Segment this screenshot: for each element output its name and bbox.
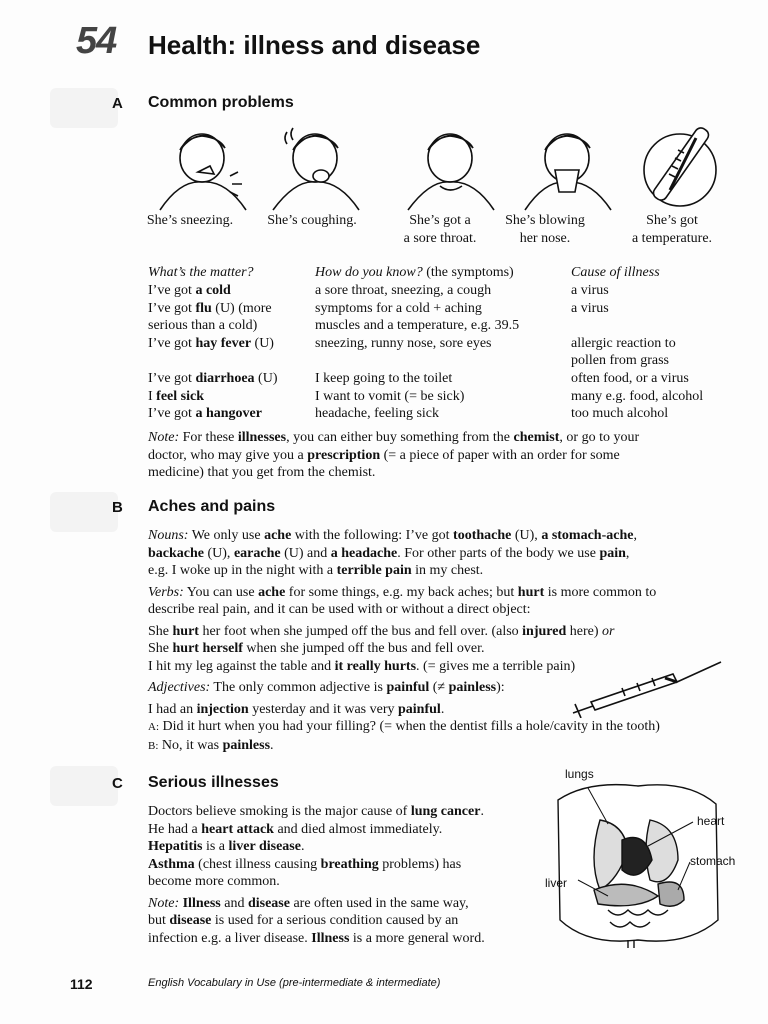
blowing-nose-figure xyxy=(525,134,611,210)
section-c-body: Doctors believe smoking is the major cause of lung cancer. He had a heart attack and died almost immediately. Hepatitis is a liver disease. Asthma (chest illness causing breathing problems) has become more common. Note: Illness and disease are often used in the same way, but disease is used for a serious condition caused by an infection e.g. a liver disease. Illness is a more general word. xyxy=(148,804,485,946)
section-a-note: Note: For these illnesses, you can either buy something from the chemist, or go to your doctor, who may give you a prescription (= a piece of paper with an order for some medicine) that you get from the chemist. xyxy=(148,430,640,480)
section-b-body: Nouns: We only use ache with the following: I’ve got toothache (U), a stomach-ache, backache (U), earache (U) and a headache. For other parts of the body we use pain, e.g. I woke up in the night with a terrible pain in my chest. Verbs: You can use ache for some things, e.g. my back aches; but hurt is more common to describe real pain, and it can be used with or without a direct object: She hurt her foot when she jumped off the bus and fell over. (also injured here) or She hurt herself when she jumped off the bus and fell over. I hit my leg against the table and it really hurts. (= gives me a terrible pain) Adjectives: The only common adjective is painful (≠ painless): I had an injection yesterday and it was very painful. A: Did it hurt when you had your filling? (= when the dentist fills a hole/cavity in the tooth) B: No, it was painless. xyxy=(148,528,660,753)
caption-sneezing: She’s sneezing. xyxy=(146,213,234,228)
page-number: 112 xyxy=(70,976,93,992)
sneezing-figure xyxy=(160,134,246,210)
book-title: English Vocabulary in Use (pre-intermediate & intermediate) xyxy=(148,977,441,989)
col-header-know: How do you know? (the symptoms) xyxy=(315,265,514,280)
section-a-title: Common problems xyxy=(148,94,294,111)
table-row: I feel sick xyxy=(148,388,204,404)
diagram-label-stomach: stomach xyxy=(690,854,736,868)
caption-coughing: She’s coughing. xyxy=(267,213,357,228)
caption-sore-throat: She’s got a a sore throat. xyxy=(403,213,477,246)
col-cause: a virus a virus allergic reaction to pollen from grass often food, or a virus many e.g. food, alcohol too much alcohol xyxy=(571,283,704,422)
table-row xyxy=(148,352,277,370)
section-a-letter: A xyxy=(112,95,123,112)
thermometer-icon xyxy=(644,126,716,206)
caption-temperature: She’s got a temperature. xyxy=(631,213,713,246)
diagram-label-heart: heart xyxy=(697,814,725,828)
table-row: serious than a cold) xyxy=(148,318,258,334)
section-c-shade xyxy=(50,766,118,806)
syringe-icon xyxy=(565,658,725,718)
table-row: I’ve got a cold xyxy=(148,283,231,298)
table-row: I’ve got flu (U) (more xyxy=(148,300,272,316)
coughing-figure xyxy=(273,128,359,210)
table-row: I’ve got hay fever (U) xyxy=(148,335,274,351)
table-row: I’ve got a hangover xyxy=(148,406,262,422)
sore-throat-figure xyxy=(408,134,494,210)
col-header-matter: What’s the matter? xyxy=(148,265,254,280)
section-b-title: Aches and pains xyxy=(148,498,276,515)
col-header-cause: Cause of illness xyxy=(571,265,660,280)
col-symptoms: a sore throat, sneezing, a cough symptoms for a cold + aching muscles and a temperature, e.g. 39.5 sneezing, runny nose, sore eyes I keep going to the toilet I want to vomit (= be sick) headache, feeling sick xyxy=(315,283,520,422)
illustrations xyxy=(150,120,730,215)
section-a-shade xyxy=(50,88,118,128)
caption-blowing-nose: She’s blowing her nose. xyxy=(505,213,585,246)
diagram-label-liver: liver xyxy=(545,876,568,890)
section-b-letter: B xyxy=(112,499,123,516)
section-c-letter: C xyxy=(112,775,123,792)
section-b-shade xyxy=(50,492,118,532)
col-matter xyxy=(148,282,277,423)
diagram-label-lungs: lungs xyxy=(565,767,594,781)
unit-number: 54 xyxy=(76,20,117,62)
section-c-title: Serious illnesses xyxy=(148,774,279,791)
table-row: I’ve got diarrhoea (U) xyxy=(148,370,278,386)
unit-title: Health: illness and disease xyxy=(148,30,481,60)
